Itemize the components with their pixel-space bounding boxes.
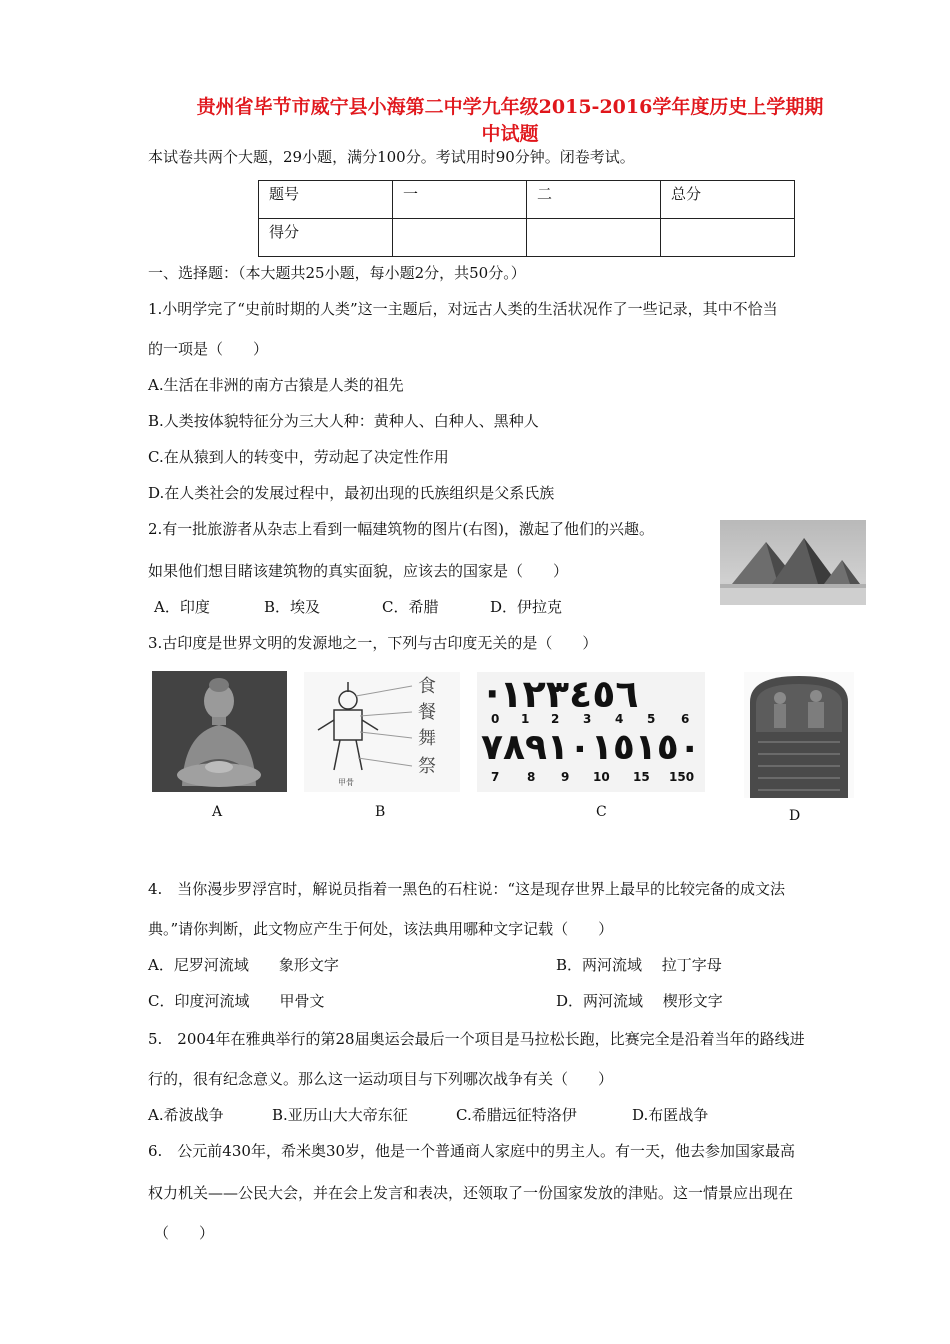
svg-text:餐: 餐 (418, 702, 436, 723)
q4-stem-line-1: 4. 当你漫步罗浮宫时，解说员指着一黑色的石柱说：“这是现存世界上最早的比较完备的成文法 (148, 880, 785, 898)
score-cell (393, 219, 527, 257)
q3-label-c: C (596, 804, 607, 820)
q4-option-b: B．两河流域 拉丁字母 (556, 956, 722, 974)
score-table-header-row (259, 181, 795, 219)
q6-stem-line-1: 6. 公元前430年，希米奥30岁，他是一个普通商人家庭中的男主人。有一天，他去参加国家最高 (148, 1142, 796, 1160)
q4-stem-line-2: 典。”请你判断，此文物应产生于何处，该法典用哪种文字记载（ ） (148, 920, 614, 938)
exam-intro: 本试卷共两个大题，29小题，满分100分。考试用时90分钟。闭卷考试。 (148, 148, 635, 166)
q3-label-a: A (212, 804, 223, 820)
score-cell: 题号 (259, 181, 393, 219)
title-line-2: 中试题 (481, 123, 539, 145)
q3-label-b: B (375, 804, 386, 820)
q1-option-d: D.在人类社会的发展过程中，最初出现的氏族组织是父系氏族 (148, 484, 555, 502)
svg-text:食: 食 (418, 676, 436, 697)
score-cell (661, 219, 795, 257)
q6-stem-line-3: （ ） (154, 1224, 215, 1242)
q3-label-d: D (789, 808, 801, 824)
q2-option-c: C．希腊 (382, 598, 439, 616)
score-table-score-row (259, 219, 795, 257)
q4-option-d: D．两河流域 楔形文字 (556, 992, 723, 1010)
score-cell (527, 219, 661, 257)
pyramid-photo (720, 520, 866, 605)
svg-text:舞: 舞 (418, 728, 436, 749)
glyph-caption: 甲骨 (338, 778, 354, 787)
q2-option-b: B．埃及 (264, 598, 321, 616)
title-line-1: 贵州省毕节市威宁县小海第二中学九年级2015-2016学年度历史上学期期 (196, 96, 824, 118)
q5-option-b: B.亚历山大大帝东征 (272, 1106, 408, 1124)
q3-image-a-buddha (152, 671, 287, 792)
score-cell: 一 (393, 181, 527, 219)
q5-option-c: C.希腊远征特洛伊 (456, 1106, 577, 1124)
q1-stem-line-2: 的一项是（ ） (148, 340, 269, 358)
q3-image-b-glyphs (304, 672, 460, 792)
q3-image-d-stele (744, 672, 854, 798)
q6-stem-line-2: 权力机关——公民大会，并在会上发言和表决，还领取了一份国家发放的津贴。这一情景应出现在 (148, 1184, 794, 1202)
q5-option-d: D.布匿战争 (632, 1106, 709, 1124)
numerals-top-row: ·١٢٣٤٥٦ (485, 672, 639, 716)
exam-title (140, 94, 880, 148)
q5-stem-line-1: 5. 2004年在雅典举行的第28届奥运会最后一个项目是马拉松长跑，比赛完全是沿着当年的路线进 (148, 1030, 805, 1048)
q2-option-d: D．伊拉克 (490, 598, 563, 616)
q2-stem-line-1: 2.有一批旅游者从杂志上看到一幅建筑物的图片(右图)，激起了他们的兴趣。 (148, 520, 655, 538)
score-cell: 二 (527, 181, 661, 219)
q5-stem-line-2: 行的，很有纪念意义。那么这一运动项目与下列哪次战争有关（ ） (148, 1070, 614, 1088)
q1-option-c: C.在从猿到人的转变中，劳动起了决定性作用 (148, 448, 449, 466)
q4-option-c: C．印度河流域 甲骨文 (148, 992, 325, 1010)
q3-stem: 3.古印度是世界文明的发源地之一，下列与古印度无关的是（ ） (148, 634, 598, 652)
q2-option-a: A．印度 (154, 598, 210, 616)
q1-stem-line-1: 1.小明学完了“史前时期的人类”这一主题后，对远古人类的生活状况作了一些记录，其中不恰当 (148, 300, 778, 318)
q5-option-a: A.希波战争 (148, 1106, 224, 1124)
score-cell: 总分 (661, 181, 795, 219)
q1-option-b: B.人类按体貌特征分为三大人种：黄种人、白种人、黑种人 (148, 412, 539, 430)
section-1-heading: 一、选择题：（本大题共25小题，每小题2分，共50分。） (148, 264, 526, 282)
numerals-bottom-row: ٧٨٩١٠١٥١٥٠ (481, 727, 701, 768)
score-table (258, 180, 795, 257)
svg-text:祭: 祭 (418, 756, 436, 777)
q3-image-c-numerals: ·١٢٣٤٥٦ 0 1 2 3 4 5 6 ٧٨٩١٠١٥١٥٠ 7 8 9 10 15 150 (477, 672, 705, 792)
q2-stem-line-2: 如果他们想目睹该建筑物的真实面貌，应该去的国家是（ ） (148, 562, 569, 580)
q1-option-a: A.生活在非洲的南方古猿是人类的祖先 (148, 376, 404, 394)
score-cell: 得分 (259, 219, 393, 257)
q4-option-a: A．尼罗河流域 象形文字 (148, 956, 339, 974)
